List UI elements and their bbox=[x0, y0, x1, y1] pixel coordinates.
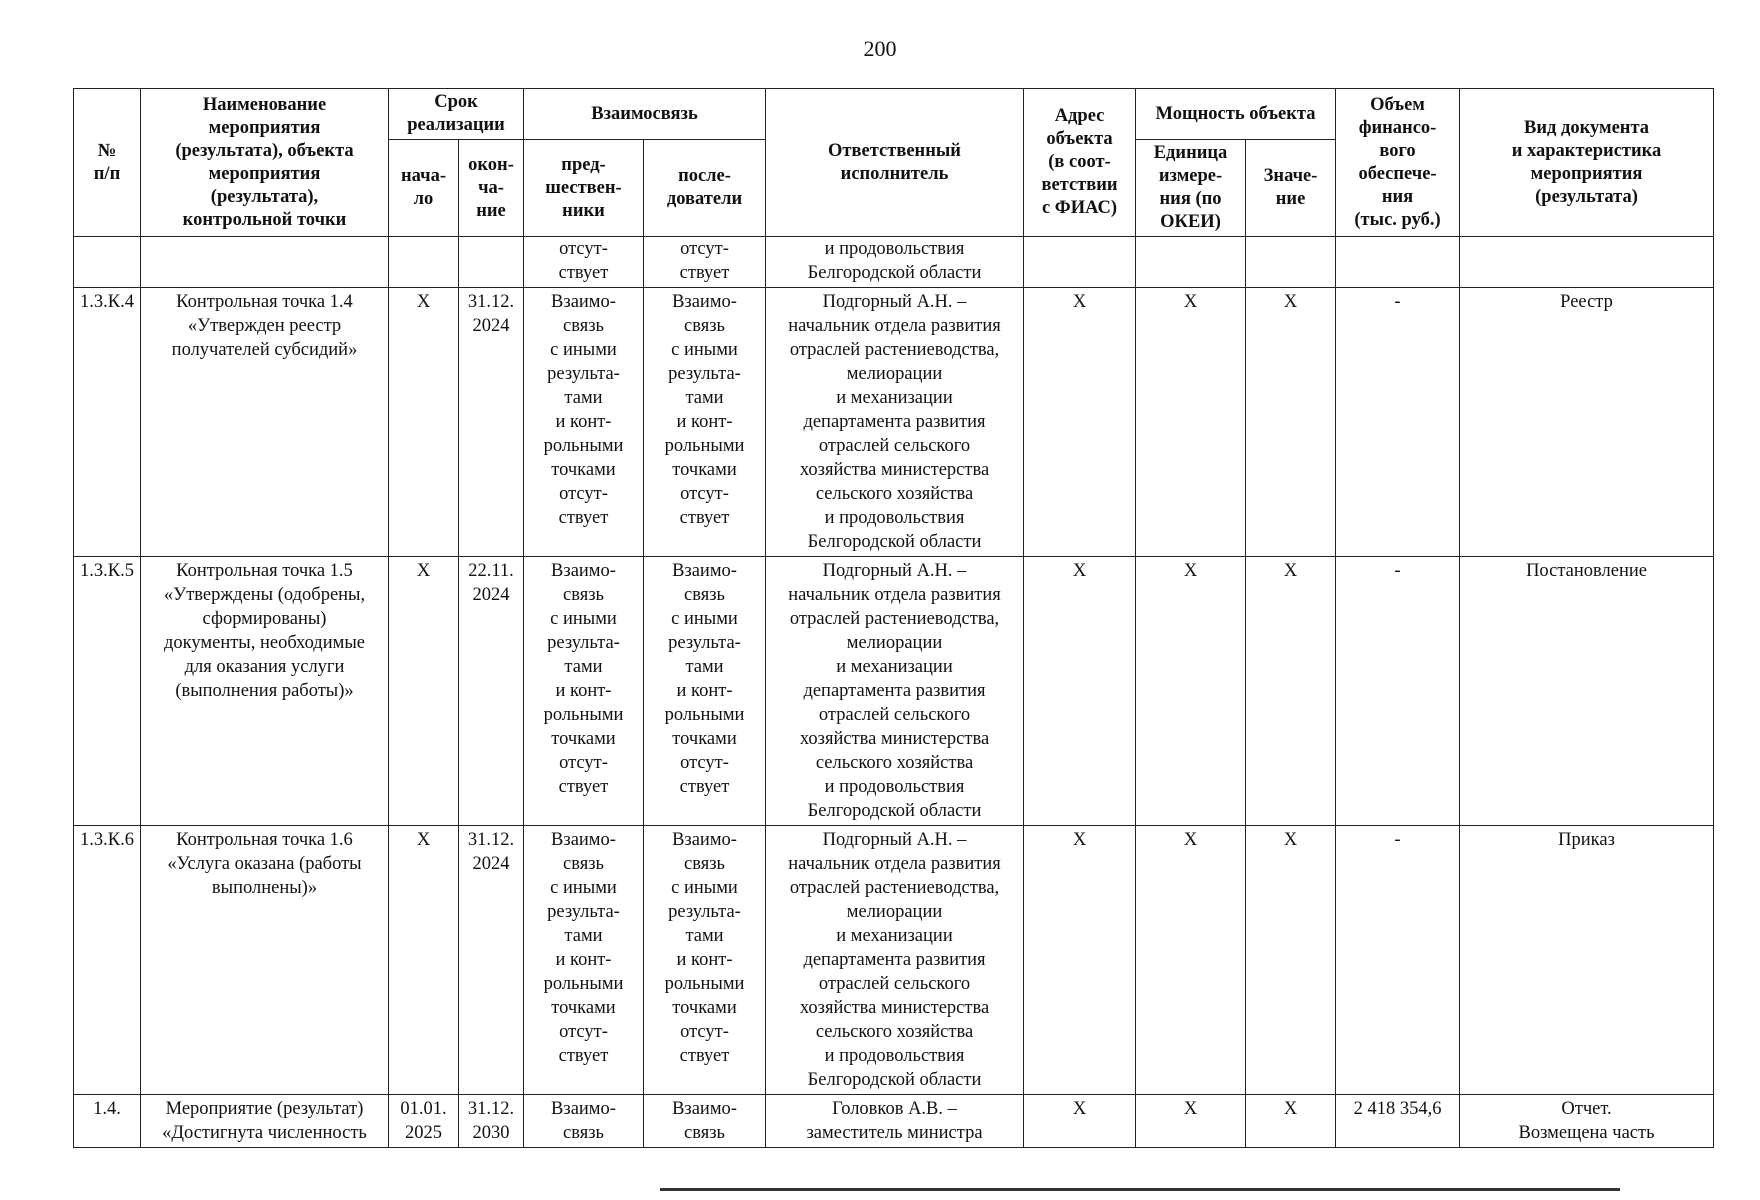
cell-num: 1.3.К.5 bbox=[74, 557, 141, 826]
cell-funding: - bbox=[1336, 557, 1460, 826]
cell-name bbox=[141, 237, 389, 288]
cell-name: Контрольная точка 1.6 «Услуга оказана (работы выполнены)» bbox=[141, 826, 389, 1095]
table-header bbox=[74, 89, 1714, 237]
header-relation: Взаимосвязь bbox=[524, 89, 766, 140]
table-row bbox=[74, 288, 1714, 557]
table-row bbox=[74, 1095, 1714, 1148]
cell-predecessors: Взаимо- связь с иными результа- тами и конт- рольными точками отсут- ствует bbox=[524, 288, 644, 557]
cell-successors: Взаимо- связь с иными результа- тами и конт- рольными точками отсут- ствует bbox=[644, 557, 766, 826]
cell-value: X bbox=[1246, 557, 1336, 826]
cell-name: Контрольная точка 1.5 «Утверждены (одобрены, сформированы) документы, необходимые для оказания услуги (выполнения работы)» bbox=[141, 557, 389, 826]
cell-responsible: Подгорный А.Н. – начальник отдела развития отраслей растениеводства, мелиорации и механизации департамента развития отраслей сельского хозяйства министерства сельского хозяйства и продовольствия Белгородской области bbox=[766, 826, 1024, 1095]
cell-start: 01.01. 2025 bbox=[389, 1095, 459, 1148]
cell-funding bbox=[1336, 237, 1460, 288]
cell-successors: отсут- ствует bbox=[644, 237, 766, 288]
cell-start: X bbox=[389, 288, 459, 557]
header-period: Срок реализации bbox=[389, 89, 524, 140]
cell-successors: Взаимо- связь bbox=[644, 1095, 766, 1148]
cell-end: 31.12. 2024 bbox=[459, 826, 524, 1095]
header-responsible: Ответственный исполнитель bbox=[766, 89, 1024, 237]
cell-num: 1.3.К.4 bbox=[74, 288, 141, 557]
header-period-start: нача- ло bbox=[389, 140, 459, 237]
cell-funding: 2 418 354,6 bbox=[1336, 1095, 1460, 1148]
cell-predecessors: Взаимо- связь bbox=[524, 1095, 644, 1148]
cell-predecessors: Взаимо- связь с иными результа- тами и конт- рольными точками отсут- ствует bbox=[524, 557, 644, 826]
header-capacity: Мощность объекта bbox=[1136, 89, 1336, 140]
plan-table bbox=[73, 88, 1714, 1148]
cell-responsible: Подгорный А.Н. – начальник отдела развития отраслей растениеводства, мелиорации и механизации департамента развития отраслей сельского хозяйства министерства сельского хозяйства и продовольствия Белгородской области bbox=[766, 557, 1024, 826]
cell-value bbox=[1246, 237, 1336, 288]
cell-address: X bbox=[1024, 1095, 1136, 1148]
cell-end: 22.11. 2024 bbox=[459, 557, 524, 826]
cell-address: X bbox=[1024, 826, 1136, 1095]
cell-num: 1.4. bbox=[74, 1095, 141, 1148]
cell-address: X bbox=[1024, 288, 1136, 557]
header-successors: после- дователи bbox=[644, 140, 766, 237]
cell-address: X bbox=[1024, 557, 1136, 826]
cell-num: 1.3.К.6 bbox=[74, 826, 141, 1095]
header-predecessors: пред- шествен- ники bbox=[524, 140, 644, 237]
header-address: Адрес объекта (в соот- ветствии с ФИАС) bbox=[1024, 89, 1136, 237]
cell-num bbox=[74, 237, 141, 288]
cell-doc-type: Отчет. Возмещена часть bbox=[1460, 1095, 1714, 1148]
cell-start: X bbox=[389, 826, 459, 1095]
cell-responsible: Головков А.В. – заместитель министра bbox=[766, 1095, 1024, 1148]
header-value: Значе- ние bbox=[1246, 140, 1336, 237]
cell-start bbox=[389, 237, 459, 288]
header-num: № п/п bbox=[74, 89, 141, 237]
scan-artifact-line bbox=[660, 1188, 1620, 1191]
cell-unit: X bbox=[1136, 557, 1246, 826]
header-period-end: окон- ча- ние bbox=[459, 140, 524, 237]
cell-end: 31.12. 2030 bbox=[459, 1095, 524, 1148]
page-number: 200 bbox=[863, 36, 897, 61]
header-unit: Единица измере- ния (по ОКЕИ) bbox=[1136, 140, 1246, 237]
cell-funding: - bbox=[1336, 826, 1460, 1095]
cell-unit: X bbox=[1136, 826, 1246, 1095]
cell-predecessors: отсут- ствует bbox=[524, 237, 644, 288]
table-row bbox=[74, 557, 1714, 826]
cell-doc-type bbox=[1460, 237, 1714, 288]
cell-unit: X bbox=[1136, 288, 1246, 557]
cell-responsible: Подгорный А.Н. – начальник отдела развития отраслей растениеводства, мелиорации и механизации департамента развития отраслей сельского хозяйства министерства сельского хозяйства и продовольствия Белгородской области bbox=[766, 288, 1024, 557]
cell-name: Мероприятие (результат) «Достигнута численность bbox=[141, 1095, 389, 1148]
cell-end: 31.12. 2024 bbox=[459, 288, 524, 557]
header-doc-type: Вид документа и характеристика мероприятия (результата) bbox=[1460, 89, 1714, 237]
cell-responsible: и продовольствия Белгородской области bbox=[766, 237, 1024, 288]
table-row bbox=[74, 826, 1714, 1095]
cell-successors: Взаимо- связь с иными результа- тами и конт- рольными точками отсут- ствует bbox=[644, 826, 766, 1095]
cell-doc-type: Реестр bbox=[1460, 288, 1714, 557]
cell-start: X bbox=[389, 557, 459, 826]
cell-funding: - bbox=[1336, 288, 1460, 557]
header-funding: Объем финансо- вого обеспече- ния (тыс. руб.) bbox=[1336, 89, 1460, 237]
cell-end bbox=[459, 237, 524, 288]
cell-predecessors: Взаимо- связь с иными результа- тами и конт- рольными точками отсут- ствует bbox=[524, 826, 644, 1095]
cell-value: X bbox=[1246, 826, 1336, 1095]
cell-successors: Взаимо- связь с иными результа- тами и конт- рольными точками отсут- ствует bbox=[644, 288, 766, 557]
table-row-continuation bbox=[74, 237, 1714, 288]
cell-value: X bbox=[1246, 1095, 1336, 1148]
cell-name: Контрольная точка 1.4 «Утвержден реестр получателей субсидий» bbox=[141, 288, 389, 557]
cell-doc-type: Приказ bbox=[1460, 826, 1714, 1095]
header-name: Наименование мероприятия (результата), объекта мероприятия (результата), контрольной точки bbox=[141, 89, 389, 237]
cell-unit bbox=[1136, 237, 1246, 288]
cell-unit: X bbox=[1136, 1095, 1246, 1148]
cell-value: X bbox=[1246, 288, 1336, 557]
cell-doc-type: Постановление bbox=[1460, 557, 1714, 826]
cell-address bbox=[1024, 237, 1136, 288]
